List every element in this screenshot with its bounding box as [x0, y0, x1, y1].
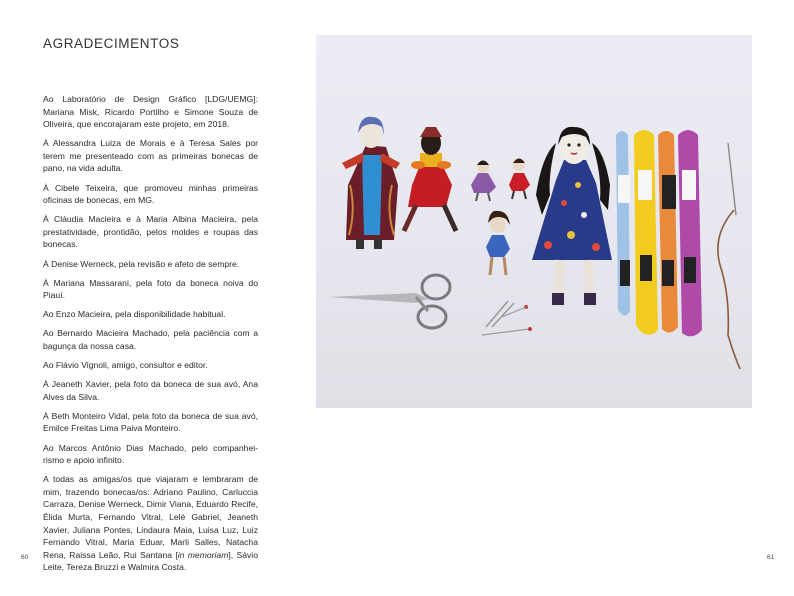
page-title: AGRADECIMENTOS [43, 36, 180, 51]
paragraph-11: À Beth Monteiro Vidal, pela foto da boneca de sua avó, Emilce Freitas Lima Paiva Monteiro. [43, 410, 258, 434]
paragraph-3: À Cibele Teixeira, que promoveu minhas primeiras oficinas de bonecas, em MG. [43, 182, 258, 206]
doll-red-skirt [404, 127, 456, 231]
page-number-right: 61 [767, 554, 775, 561]
paragraph-9: Ao Flávio Vignoli, amigo, consultor e editor. [43, 360, 208, 371]
thread-skeins [616, 130, 702, 336]
paragraph-6: À Mariana Massarani, pela foto da boneca noiva do Piauí. [43, 277, 258, 301]
paragraph-8: Ao Bernardo Macieira Machado, pela paciência com a bagunça da nossa casa. [43, 328, 258, 351]
paragraph-13-text: A todas as amigas/os que viajaram e lembraram de mim, trazendo bonecas/os: Adriano Paulino, Carluccia Carraza, Denise Werneck, Dimir Viana, Eduardo Recife, Élida Murta, Fernando Vitral, Lelé Gabriel, Jeaneth Xavier, Juliana Pontes, Lindaura Maia, Luisa Luz, Luiz Fernando Vitral, Maria Eduar, Marli Salles, Natacha Rena, Raissa Leão, Rui Santana [ [43, 474, 258, 560]
scissors [328, 275, 450, 328]
paragraph-12: Ao Marcos Antônio Dias Machado, pelo companhei-rismo e apoio infinito. [43, 442, 258, 466]
doll-small-blue [486, 211, 510, 275]
doll-floral-dress [532, 127, 612, 305]
dolls-photo [316, 35, 752, 408]
acknowledgements-text [43, 93, 258, 581]
dolls-illustration [316, 35, 752, 408]
doll-headscarf [342, 117, 400, 249]
page-number-left: 60 [21, 554, 29, 561]
paragraph-13 [43, 473, 258, 574]
paragraph-4: À Cláudia Macieira e à Maria Albina Macieira, pela prestatividade, prontidão, pelos moldes e roupas das bonecas. [43, 214, 258, 250]
needle-thread [718, 143, 740, 369]
paragraph-13-emphasis: in memoriam [177, 549, 229, 560]
doll-small-purple [471, 161, 496, 202]
safety-pins [482, 301, 532, 335]
paragraph-7: Ao Enzo Macieira, pela disponibilidade habitual. [43, 309, 226, 320]
doll-small-red [509, 159, 530, 200]
paragraph-5: À Denise Werneck, pela revisão e afeto de sempre. [43, 258, 240, 269]
paragraph-1: Ao Laboratório de Design Gráfico [LDG/UEMG]: Mariana Misk, Ricardo Portilho e Simone Souza de Oliveira, que encorajaram este projeto, em 2018. [43, 94, 258, 130]
paragraph-13-text-end: ], Sávio Leite, Tereza Bruzzi e Walmira Costa. [43, 549, 258, 573]
paragraph-10: À Jeaneth Xavier, pela foto da boneca de sua avó, Ana Alves da Silva. [43, 379, 258, 402]
paragraph-2: À Alessandra Luiza de Morais e à Teresa Sales por terem me presenteado com as primeiras bonecas de pano, na vida adulta. [43, 138, 258, 174]
